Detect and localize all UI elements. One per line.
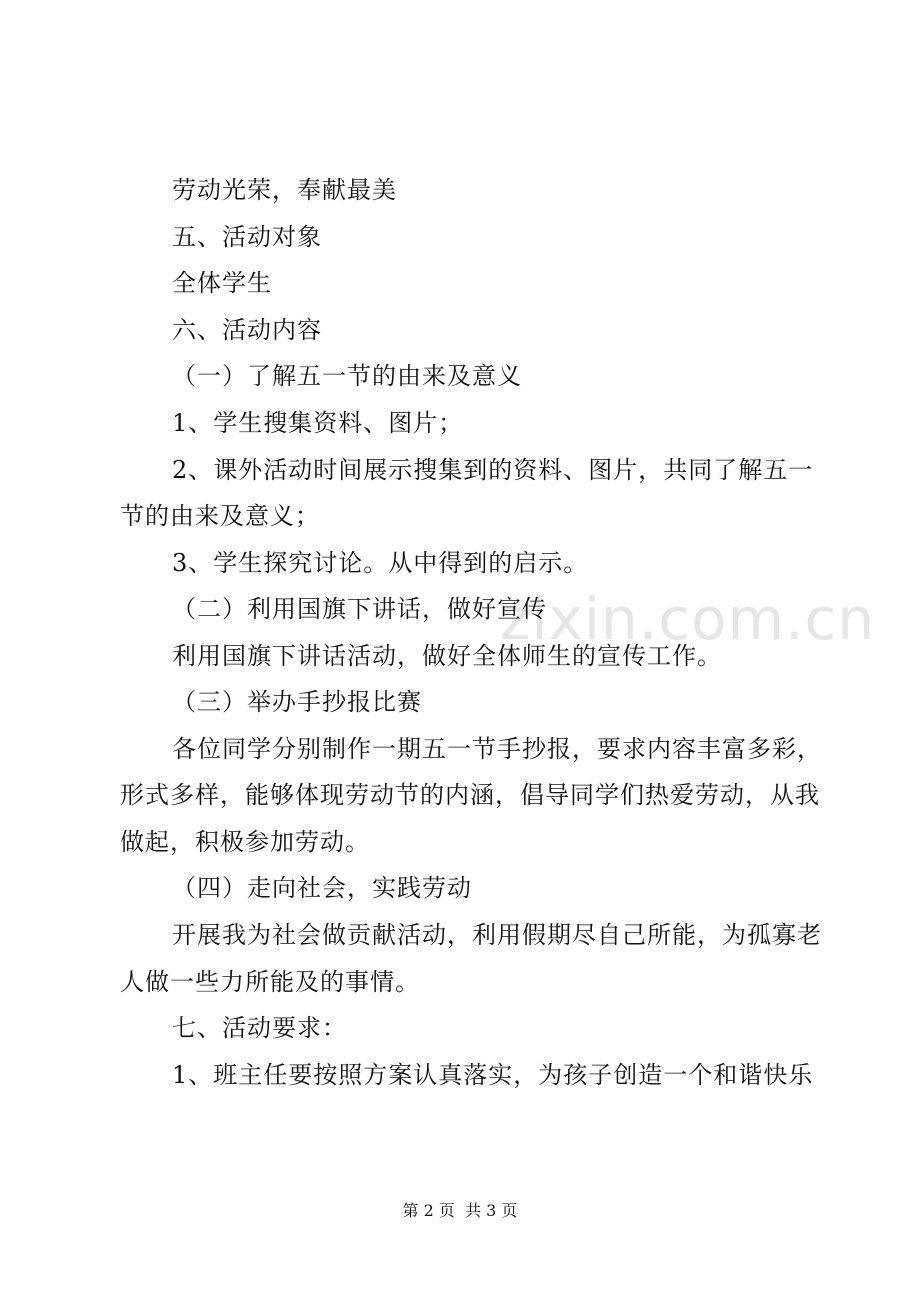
paragraph-line: 人做一些力所能及的事情。	[120, 968, 420, 996]
subsection-heading-3: （三）举办手抄报比赛	[172, 688, 422, 716]
list-item: 1、学生搜集资料、图片；	[172, 409, 464, 437]
paragraph-line: 开展我为社会做贡献活动，利用假期尽自己所能，为孤寡老	[172, 921, 822, 949]
subsection-heading-4: （四）走向社会，实践劳动	[172, 874, 472, 902]
section-heading-five: 五、活动对象	[172, 223, 322, 251]
list-item: 3、学生探究讨论。从中得到的启示。	[172, 549, 589, 577]
section-heading-six: 六、活动内容	[172, 316, 322, 344]
paragraph-line: 利用国旗下讲话活动，做好全体师生的宣传工作。	[172, 642, 722, 670]
slogan-line: 劳动光荣，奉献最美	[172, 176, 397, 204]
paragraph-line: 做起，积极参加劳动。	[120, 828, 370, 856]
list-item: 2、课外活动时间展示搜集到的资料、图片，共同了解五一	[172, 456, 814, 484]
subsection-heading-2: （二）利用国旗下讲话，做好宣传	[172, 595, 547, 623]
paragraph-line: 形式多样，能够体现劳动节的内涵，倡导同学们热爱劳动，从我	[120, 781, 820, 809]
watermark-text: zixin.com.cn	[500, 585, 876, 653]
paragraph-line: 各位同学分别制作一期五一节手抄报，要求内容丰富多彩，	[172, 735, 822, 763]
subsection-heading-1: （一）了解五一节的由来及意义	[172, 362, 522, 390]
paragraph-line: 全体学生	[172, 269, 272, 297]
list-item-continuation: 节的由来及意义；	[120, 502, 320, 530]
section-heading-seven: 七、活动要求：	[172, 1014, 347, 1042]
page-footer: 第 2 页 共 3 页	[402, 1201, 518, 1220]
list-item: 1、班主任要按照方案认真落实，为孩子创造一个和谐快乐	[172, 1061, 814, 1089]
